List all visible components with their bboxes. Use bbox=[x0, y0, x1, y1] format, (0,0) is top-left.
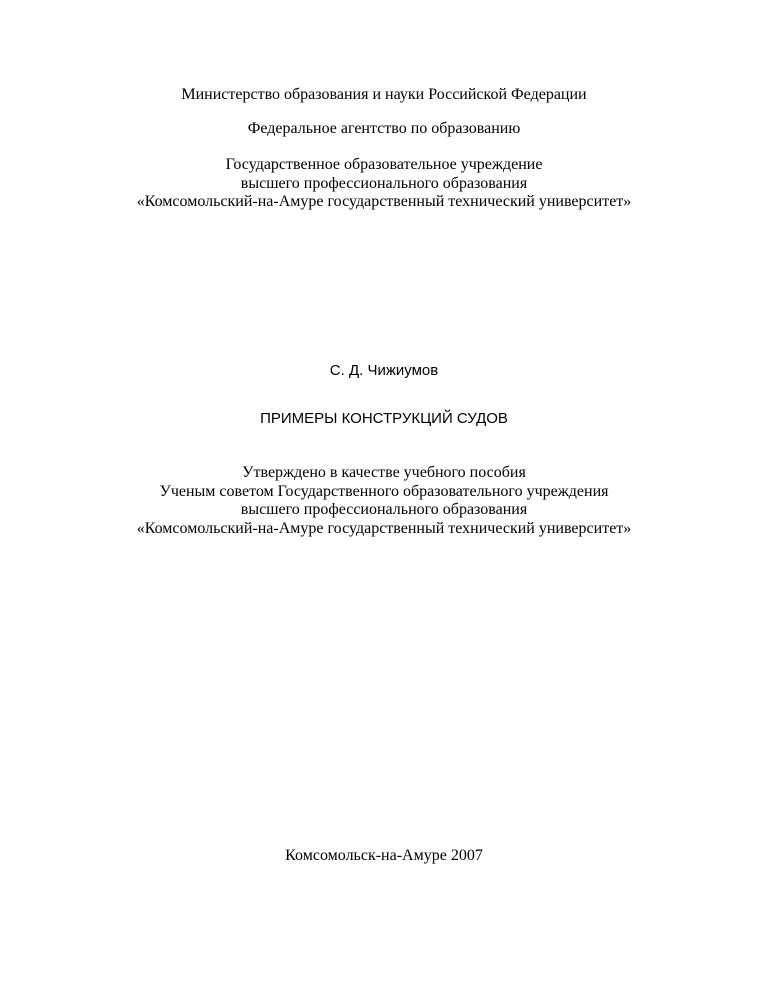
author-name: С. Д. Чижиумов bbox=[329, 362, 439, 379]
approval-line: «Комсомольский-на-Амуре государственный технический университет» bbox=[136, 520, 632, 537]
institution-line: Государственное образовательное учреждение bbox=[225, 156, 543, 173]
city-year: Комсомольск-на-Амуре 2007 bbox=[285, 847, 483, 864]
approval-line: Утверждено в качестве учебного пособия bbox=[242, 464, 526, 481]
agency-name: Федеральное агентство по образованию bbox=[247, 120, 521, 137]
ministry-name: Министерство образования и науки Российской Федерации bbox=[181, 86, 587, 103]
institution-line: высшего профессионального образования bbox=[240, 175, 528, 192]
approval-line: высшего профессионального образования bbox=[240, 501, 528, 518]
institution-line: «Комсомольский-на-Амуре государственный технический университет» bbox=[136, 193, 632, 210]
document-title: ПРИМЕРЫ КОНСТРУКЦИЙ СУДОВ bbox=[260, 410, 508, 427]
approval-line: Ученым советом Государственного образовательного учреждения bbox=[159, 483, 609, 500]
